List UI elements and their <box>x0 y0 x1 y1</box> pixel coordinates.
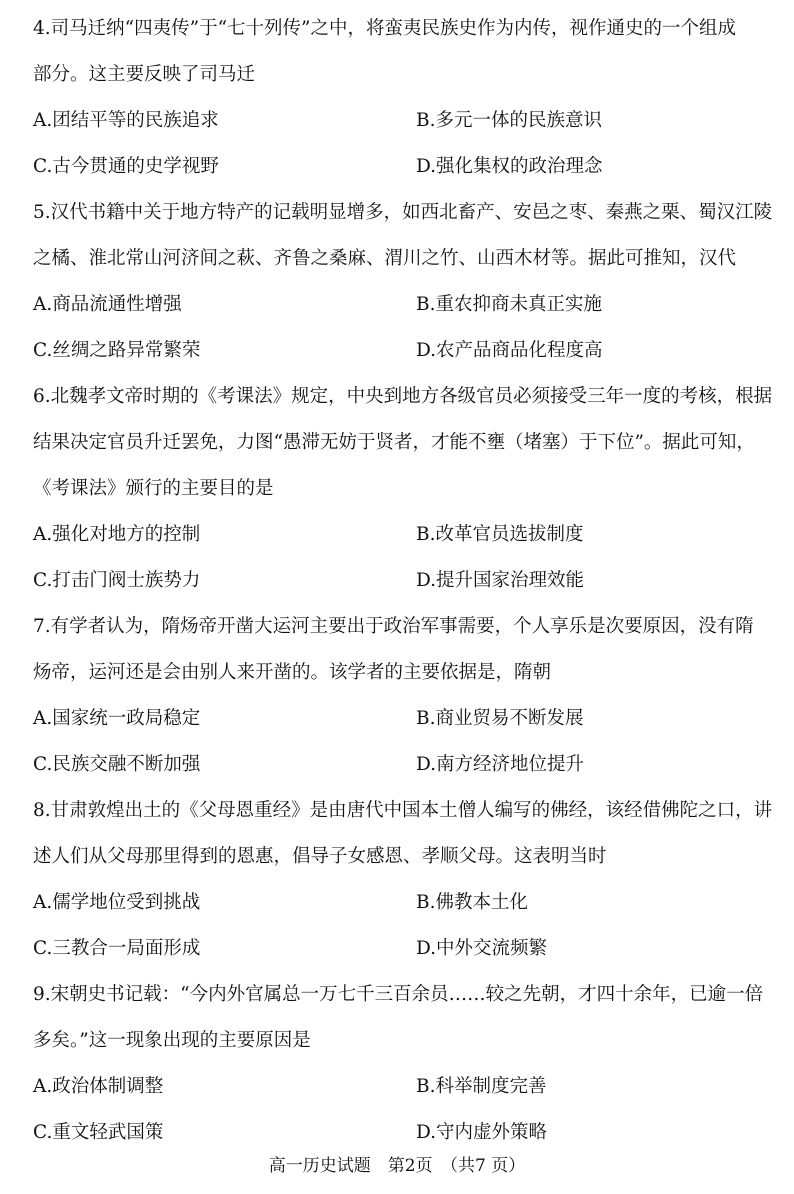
question-4 <box>33 6 781 190</box>
page-footer: 高一历史试题 第2页 （共7 页） <box>268 1156 526 1176</box>
option-list <box>33 880 781 972</box>
question-8 <box>33 788 781 972</box>
option-c: C.重文轻武国策 <box>33 1122 164 1143</box>
option-d: D.守内虚外策略 <box>416 1122 548 1143</box>
question-stem-line: 结果决定官员升迁罢免，力图“愚滞无妨于贤者，才能不壅（堵塞）于下位”。据此可知， <box>33 432 755 453</box>
option-b: B.多元一体的民族意识 <box>416 110 602 131</box>
option-c: C.古今贯通的史学视野 <box>33 156 219 177</box>
question-stem-line: 9.宋朝史书记载：“今内外官属总一万七千三百余员……较之先朝，才四十余年，已逾一倍 <box>33 984 764 1005</box>
option-a: A.国家统一政局稳定 <box>33 708 201 729</box>
option-d: D.强化集权的政治理念 <box>416 156 603 177</box>
option-a: A.强化对地方的控制 <box>33 524 201 545</box>
option-c: C.丝绸之路异常繁荣 <box>33 340 201 361</box>
option-a: A.商品流通性增强 <box>33 294 182 315</box>
question-stem-line: 5.汉代书籍中关于地方特产的记载明显增多，如西北畜产、安邑之枣、秦燕之栗、蜀汉江陵 <box>33 202 773 223</box>
option-a: A.儒学地位受到挑战 <box>33 892 201 913</box>
option-a: A.政治体制调整 <box>33 1076 164 1097</box>
option-c: C.三教合一局面形成 <box>33 938 201 959</box>
question-stem-line: 6.北魏孝文帝时期的《考课法》规定，中央到地方各级官员必须接受三年一度的考核，根据 <box>33 386 773 407</box>
question-stem-line: 炀帝，运河还是会由别人来开凿的。该学者的主要依据是，隋朝 <box>33 662 552 683</box>
option-b: B.佛教本土化 <box>416 892 528 913</box>
option-c: C.打击门阀士族势力 <box>33 570 201 591</box>
question-stem-line: 部分。这主要反映了司马迁 <box>33 64 256 85</box>
option-d: D.农产品商品化程度高 <box>416 340 603 361</box>
question-stem-line: 7.有学者认为，隋炀帝开凿大运河主要出于政治军事需要，个人享乐是次要原因，没有隋 <box>33 616 754 637</box>
option-b: B.科举制度完善 <box>416 1076 547 1097</box>
question-stem-line: 之橘、淮北常山河济间之萩、齐鲁之桑麻、渭川之竹、山西木材等。据此可推知，汉代 <box>33 248 737 269</box>
option-d: D.中外交流频繁 <box>416 938 548 959</box>
option-b: B.商业贸易不断发展 <box>416 708 584 729</box>
question-7 <box>33 604 781 788</box>
question-stem-line: 《考课法》颁行的主要目的是 <box>33 478 274 499</box>
option-d: D.南方经济地位提升 <box>416 754 585 775</box>
question-stem-line: 4.司马迁纳“四夷传”于“七十列传”之中，将蛮夷民族史作为内传，视作通史的一个组成 <box>33 18 736 39</box>
option-b: B.重农抑商未真正实施 <box>416 294 602 315</box>
option-list <box>33 512 781 604</box>
question-9 <box>33 972 781 1156</box>
question-6 <box>33 374 781 604</box>
question-stem-line: 述人们从父母那里得到的恩惠，倡导子女感恩、孝顺父母。这表明当时 <box>33 846 607 867</box>
option-c: C.民族交融不断加强 <box>33 754 201 775</box>
option-a: A.团结平等的民族追求 <box>33 110 219 131</box>
question-stem-line: 多矣。”这一现象出现的主要原因是 <box>33 1030 311 1051</box>
option-d: D.提升国家治理效能 <box>416 570 585 591</box>
option-b: B.改革官员选拔制度 <box>416 524 584 545</box>
option-list <box>33 1064 781 1156</box>
option-list <box>33 98 781 190</box>
option-list <box>33 696 781 788</box>
option-list <box>33 282 781 374</box>
question-5 <box>33 190 781 374</box>
question-stem-line: 8.甘肃敦煌出土的《父母恩重经》是由唐代中国本土僧人编写的佛经，该经借佛陀之口，讲 <box>33 800 773 821</box>
